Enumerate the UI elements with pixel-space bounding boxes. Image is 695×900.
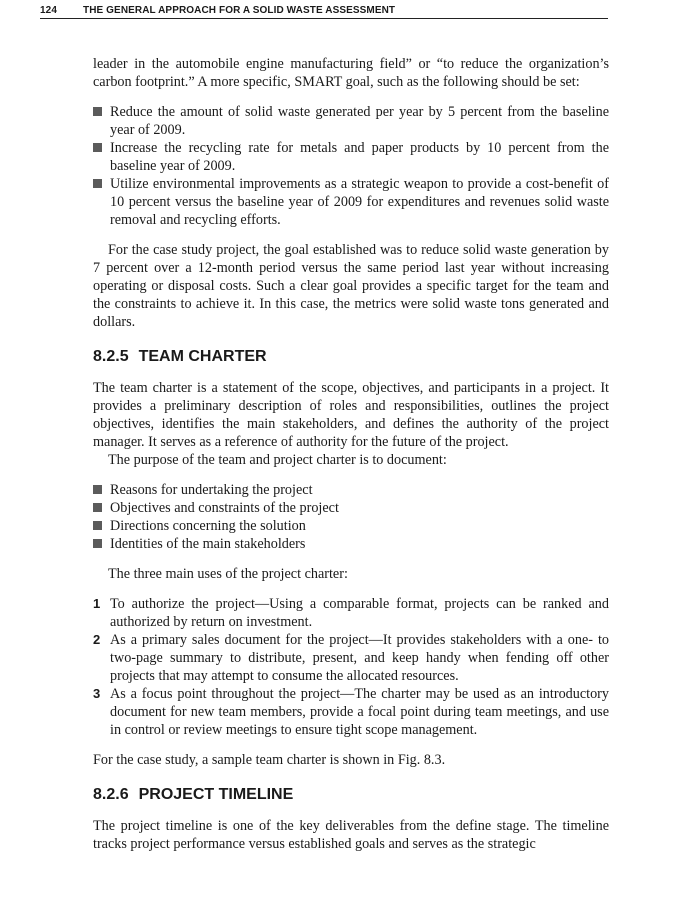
list-item: 1 To authorize the project—Using a comparable format, projects can be ranked and authorized by return on investment. <box>93 596 609 630</box>
charter-uses-intro: The three main uses of the project charter: <box>108 566 348 582</box>
list-item: Directions concerning the solution <box>93 517 609 535</box>
section-number: 8.2.5 <box>93 348 129 365</box>
case-study-paragraph: For the case study project, the goal established was to reduce solid waste generation by 7 percent over a 12-month period versus the same period last year without increasing operating or disposal costs. Such a clear goal provides a specific target for the team and the constraints to achieve it. In this case, the metrics were solid waste tons generated and dollars. <box>93 242 609 330</box>
list-item: Utilize environmental improvements as a strategic weapon to provide a cost-benefit of 10 percent versus the baseline year of 2009 for expenditures and revenues solid waste removal and recycling efforts. <box>93 175 609 229</box>
charter-purpose-list <box>93 481 609 553</box>
list-item: Identities of the main stakeholders <box>93 535 609 553</box>
intro-paragraph: leader in the automobile engine manufacturing field” or “to reduce the organization’s carbon footprint.” A more specific, SMART goal, such as the following should be set: <box>93 56 609 90</box>
square-bullet-icon <box>93 179 102 188</box>
smart-goals-list <box>93 103 609 229</box>
project-timeline-paragraph: The project timeline is one of the key deliverables from the define stage. The timeline tracks project performance versus established goals and serves as the strategic <box>93 818 609 852</box>
section-heading-project-timeline <box>93 785 609 805</box>
list-item: 3 As a focus point throughout the project—The charter may be used as an introductory document for new team members, provide a focal point during team meetings, and use in control or review meetings to ensure tight scope management. <box>93 686 609 738</box>
section-heading-team-charter <box>93 347 609 367</box>
square-bullet-icon <box>93 143 102 152</box>
section-title: PROJECT TIMELINE <box>138 786 294 803</box>
page-number: 124 <box>40 5 57 16</box>
list-item: Reduce the amount of solid waste generated per year by 5 percent from the baseline year of 2009. <box>93 103 609 139</box>
running-title: THE GENERAL APPROACH FOR A SOLID WASTE ASSESSMENT <box>83 5 396 16</box>
square-bullet-icon <box>93 539 102 548</box>
square-bullet-icon <box>93 521 102 530</box>
square-bullet-icon <box>93 485 102 494</box>
list-item: Objectives and constraints of the project <box>93 499 609 517</box>
list-item: Reasons for undertaking the project <box>93 481 609 499</box>
page-body <box>93 55 609 853</box>
square-bullet-icon <box>93 503 102 512</box>
section-title: TEAM CHARTER <box>138 348 267 365</box>
case-study-figure-reference: For the case study, a sample team charter is shown in Fig. 8.3. <box>93 752 446 768</box>
section-number: 8.2.6 <box>93 786 129 803</box>
charter-purpose-intro: The purpose of the team and project charter is to document: <box>108 452 447 468</box>
square-bullet-icon <box>93 107 102 116</box>
list-item: 2 As a primary sales document for the project—It provides stakeholders with a one- to two-page summary to distribute, present, and keep handy when fending off other projects that may attempt to consume the allocated resources. <box>93 632 609 684</box>
team-charter-paragraph: The team charter is a statement of the scope, objectives, and participants in a project. It provides a preliminary description of roles and responsibilities, outlines the project objectives, identifies the main stakeholders, and defines the authority of the project manager. It serves as a reference of authority for the future of the project. <box>93 380 609 450</box>
running-head <box>40 4 608 19</box>
list-item: Increase the recycling rate for metals and paper products by 10 percent from the baseline year of 2009. <box>93 139 609 175</box>
charter-uses-list <box>93 595 609 739</box>
